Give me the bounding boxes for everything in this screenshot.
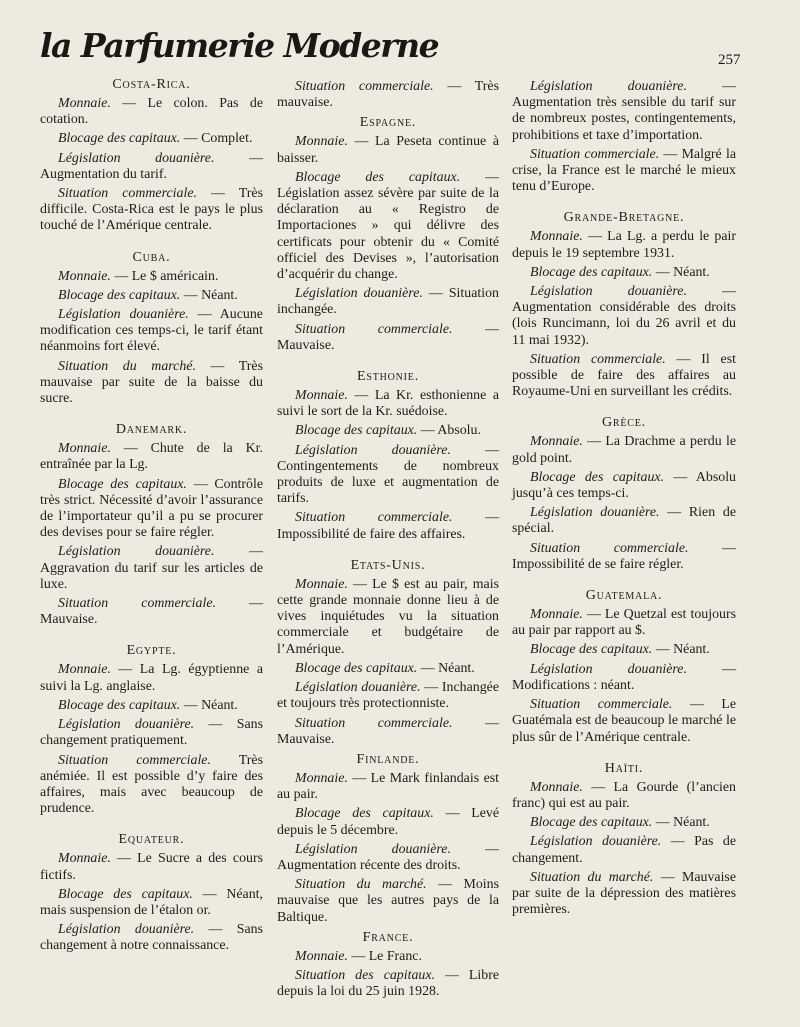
entry-label: Monnaie. bbox=[530, 779, 583, 795]
entry-paragraph bbox=[277, 79, 499, 111]
entry-text: — Néant. bbox=[652, 264, 710, 280]
entry-paragraph bbox=[277, 443, 499, 508]
entry-text: — Absolu jusqu’à ces temps-ci. bbox=[512, 469, 737, 502]
entry-text: — Le $ est au pair, mais cette grande monnaie donne lieu à de vives inquiétudes vu la situation commerciale et budgétaire de l’Amérique. bbox=[277, 576, 499, 657]
entry-label: Blocage des capitaux. bbox=[58, 697, 181, 713]
entry-paragraph bbox=[277, 842, 499, 874]
country-heading: France. bbox=[362, 929, 414, 945]
entry-text: — Sans changement à notre connaissance. bbox=[40, 922, 263, 954]
text-column-3 bbox=[512, 79, 736, 921]
entry-paragraph bbox=[40, 186, 263, 235]
entry-text: — Néant. bbox=[652, 815, 710, 831]
entry-label: Blocage des capitaux. bbox=[295, 660, 418, 676]
entry-label: Législation douanière. bbox=[58, 150, 215, 166]
entry-paragraph bbox=[277, 680, 499, 712]
entry-label: Situation commerciale. bbox=[295, 510, 453, 526]
entry-label: Blocage des capitaux. bbox=[295, 169, 461, 185]
entry-paragraph bbox=[40, 851, 263, 883]
entry-text: — Aucune modification ces temps-ci, le tarif étant néanmoins fort élevé. bbox=[40, 307, 263, 355]
entry-text: — La Gourde (l’ancien franc) qui est au pair. bbox=[512, 779, 736, 811]
entry-label: Législation douanière. bbox=[530, 284, 687, 300]
entry-label: Monnaie. bbox=[530, 434, 583, 450]
entry-label: Blocage des capitaux. bbox=[295, 423, 418, 439]
entry-paragraph bbox=[277, 949, 499, 965]
entry-text: — La Kr. esthonienne a suivi le sort de la Kr. suédoise. bbox=[277, 388, 499, 420]
entry-paragraph bbox=[512, 662, 736, 694]
section-spacer bbox=[512, 198, 736, 209]
country-heading: Egypte. bbox=[126, 643, 177, 659]
entry-text: — Le colon. Pas de cotation. bbox=[40, 96, 263, 128]
entry-label: Blocage des capitaux. bbox=[58, 287, 181, 303]
entry-label: Situation des capitaux. bbox=[295, 967, 435, 983]
entry-label: Blocage des capitaux. bbox=[58, 476, 187, 492]
country-heading: Cuba. bbox=[132, 249, 171, 265]
section-spacer bbox=[512, 749, 736, 760]
entry-text: — Très mauvaise. bbox=[277, 79, 499, 111]
entry-label: Législation douanière. bbox=[295, 286, 423, 302]
entry-label: Monnaie. bbox=[295, 770, 348, 786]
entry-text: — Augmentation très sensible du tarif sur de nombreux postes, contingentements, prohibitions et taxe d’importation. bbox=[512, 79, 736, 143]
entry-label: Législation douanière. bbox=[530, 834, 662, 850]
entry-paragraph bbox=[40, 151, 263, 183]
entry-paragraph bbox=[40, 131, 263, 147]
entry-text: — La Lg. a perdu le pair depuis le 19 septembre 1931. bbox=[512, 229, 736, 261]
entry-label: Situation commerciale. bbox=[295, 715, 453, 731]
entry-paragraph bbox=[277, 771, 499, 803]
entry-text: — Impossibilité de faire des affaires. bbox=[277, 510, 499, 542]
entry-paragraph bbox=[512, 505, 736, 537]
section-spacer bbox=[40, 820, 263, 831]
country-heading: Grande-Bretagne. bbox=[563, 210, 685, 226]
entry-paragraph bbox=[40, 717, 263, 749]
entry-text: — La Peseta continue à baisser. bbox=[277, 134, 499, 166]
entry-paragraph bbox=[512, 780, 736, 812]
entry-label: Situation commerciale. bbox=[530, 697, 673, 713]
section-spacer bbox=[277, 357, 499, 368]
entry-paragraph bbox=[40, 359, 263, 408]
entry-label: Législation douanière. bbox=[530, 661, 687, 677]
entry-paragraph bbox=[277, 322, 499, 354]
entry-text: — Absolu. bbox=[417, 423, 481, 439]
entry-text: — Inchangée et toujours très protectionniste. bbox=[277, 680, 499, 712]
country-heading: Grèce. bbox=[602, 415, 646, 431]
entry-label: Situation commerciale. bbox=[58, 186, 197, 202]
entry-text: — Rien de spécial. bbox=[512, 505, 736, 537]
country-heading: Espagne. bbox=[359, 115, 417, 131]
entry-label: Législation douanière. bbox=[58, 922, 195, 938]
entry-paragraph bbox=[40, 307, 263, 356]
entry-text: — Le Franc. bbox=[347, 948, 422, 964]
entry-label: Situation commerciale. bbox=[295, 321, 453, 337]
entry-paragraph bbox=[40, 662, 263, 694]
country-heading: Finlande. bbox=[356, 751, 420, 767]
entry-paragraph bbox=[277, 286, 499, 318]
entry-paragraph bbox=[40, 477, 263, 542]
entry-paragraph bbox=[277, 877, 499, 926]
text-column-2 bbox=[277, 79, 499, 1003]
entry-paragraph bbox=[277, 388, 499, 420]
entry-paragraph bbox=[40, 887, 263, 919]
entry-paragraph bbox=[512, 642, 736, 658]
entry-paragraph bbox=[40, 922, 263, 954]
entry-text: — Augmentation du tarif. bbox=[40, 150, 263, 182]
entry-paragraph bbox=[40, 544, 263, 593]
entry-text: — La Drachme a perdu le gold point. bbox=[512, 434, 736, 466]
entry-paragraph bbox=[40, 96, 263, 128]
section-spacer bbox=[512, 576, 736, 587]
entry-paragraph bbox=[277, 423, 499, 439]
entry-text: — Le Guatémala est de beaucoup le marché le plus sûr de l’Amérique centrale. bbox=[512, 697, 736, 745]
entry-text: — Le $ américain. bbox=[110, 268, 219, 284]
entry-paragraph bbox=[40, 698, 263, 714]
entry-text: — Modifications : néant. bbox=[512, 661, 736, 693]
entry-label: Monnaie. bbox=[295, 576, 348, 592]
entry-paragraph bbox=[512, 470, 736, 502]
country-heading: Costa-Rica. bbox=[112, 77, 191, 92]
entry-label: Législation douanière. bbox=[295, 442, 451, 458]
entry-text: Très anémiée. Il est possible d’y faire des affaires, mais avec beaucoup de prudence. bbox=[40, 752, 263, 817]
entry-paragraph bbox=[277, 716, 499, 748]
entry-label: Blocage des capitaux. bbox=[530, 815, 653, 831]
entry-paragraph bbox=[40, 269, 263, 285]
country-heading: Haïti. bbox=[604, 760, 644, 776]
entry-paragraph bbox=[512, 815, 736, 831]
entry-text: — Le Sucre a des cours fictifs. bbox=[40, 851, 263, 883]
entry-text: — Complet. bbox=[180, 131, 253, 147]
section-spacer bbox=[40, 410, 263, 421]
entry-text: — Augmentation considérable des droits (lois Runcimann, loi du 26 avril et du 11 mai 1932). bbox=[512, 284, 736, 348]
country-heading: Esthonie. bbox=[356, 369, 420, 385]
entry-label: Blocage des capitaux. bbox=[58, 131, 181, 147]
entry-paragraph bbox=[40, 753, 263, 818]
entry-label: Blocage des capitaux. bbox=[530, 642, 653, 658]
entry-text: — Moins mauvaise que les autres pays de la Baltique. bbox=[277, 877, 499, 925]
entry-text: — Très mauvaise par suite de la baisse du sucre. bbox=[40, 358, 263, 407]
entry-text: — Aggravation du tarif sur les articles de luxe. bbox=[40, 544, 263, 592]
entry-label: Blocage des capitaux. bbox=[295, 806, 434, 822]
entry-text: — Néant, mais suspension de l’étalon or. bbox=[40, 886, 263, 918]
entry-text: — Libre depuis la loi du 25 juin 1928. bbox=[277, 967, 499, 1000]
entry-label: Monnaie. bbox=[58, 662, 111, 678]
entry-text: — Le Quetzal est toujours au pair par rapport au $. bbox=[512, 607, 736, 639]
entry-label: Blocage des capitaux. bbox=[58, 886, 193, 902]
entry-paragraph bbox=[512, 265, 736, 281]
entry-text: — Très difficile. Costa-Rica est le pays le plus touché de l’Amérique centrale. bbox=[40, 186, 263, 234]
entry-label: Législation douanière. bbox=[58, 717, 195, 733]
entry-paragraph bbox=[512, 147, 736, 196]
entry-label: Situation commerciale. bbox=[58, 752, 211, 768]
entry-label: Situation commerciale. bbox=[530, 540, 689, 556]
entry-label: Blocage des capitaux. bbox=[530, 469, 665, 485]
section-spacer bbox=[40, 631, 263, 642]
entry-label: Législation douanière. bbox=[295, 841, 451, 857]
entry-label: Situation commerciale. bbox=[530, 146, 660, 162]
entry-text: — Néant. bbox=[417, 660, 475, 676]
entry-text: — Néant. bbox=[180, 287, 238, 303]
entry-text: — Sans changement pratiquement. bbox=[40, 717, 263, 749]
entry-text: — Augmentation récente des droits. bbox=[277, 841, 499, 873]
entry-text: — Le Mark finlandais est au pair. bbox=[277, 770, 499, 803]
entry-label: Monnaie. bbox=[295, 134, 348, 150]
country-heading: Guatemala. bbox=[585, 588, 663, 604]
entry-paragraph bbox=[277, 134, 499, 166]
entry-text: — Législation assez sévère par suite de la déclaration au « Registro de Importaciones » qui délivre des certificats pour obtenir du « Comité officiel des Devises », l’autorisation d’acquérir du change. bbox=[277, 169, 499, 283]
country-heading: Equateur. bbox=[118, 832, 185, 848]
entry-paragraph bbox=[277, 968, 499, 1000]
entry-paragraph bbox=[512, 229, 736, 261]
entry-label: Législation douanière. bbox=[58, 307, 189, 323]
entry-label: Monnaie. bbox=[58, 441, 111, 457]
entry-paragraph bbox=[512, 697, 736, 746]
entry-text: — Mauvaise par suite de la dépression des matières premières. bbox=[512, 869, 736, 918]
entry-label: Législation douanière. bbox=[530, 505, 660, 521]
entry-text: — Mauvaise. bbox=[40, 596, 263, 628]
entry-text: — Malgré la crise, la France est le marché le mieux tenu d’Europe. bbox=[512, 146, 736, 195]
entry-paragraph bbox=[512, 834, 736, 866]
entry-text: — Contingentements de nombreux produits de luxe et augmentation de tarifs. bbox=[277, 442, 499, 507]
entry-label: Situation du marché. bbox=[530, 869, 654, 885]
entry-label: Monnaie. bbox=[58, 268, 111, 284]
entry-paragraph bbox=[277, 510, 499, 542]
entry-label: Blocage des capitaux. bbox=[530, 264, 653, 280]
entry-label: Monnaie. bbox=[58, 851, 111, 867]
entry-text: — Néant. bbox=[180, 697, 238, 713]
entry-text: — Situation inchangée. bbox=[277, 286, 499, 318]
entry-text: — Contrôle très strict. Nécessité d’avoir l’assurance de l’importateur qu’il a pu se procurer des devises pour se faire régler. bbox=[40, 476, 264, 541]
entry-label: Législation douanière. bbox=[295, 680, 421, 696]
entry-label: Monnaie. bbox=[530, 229, 583, 245]
entry-text: — Mauvaise. bbox=[277, 715, 499, 747]
masthead-logo: la Parfumerie Moderne bbox=[40, 26, 439, 65]
entry-paragraph bbox=[277, 170, 499, 283]
section-spacer bbox=[40, 238, 263, 249]
entry-text: — Néant. bbox=[652, 642, 710, 658]
entry-label: Monnaie. bbox=[295, 388, 348, 404]
entry-label: Situation du marché. bbox=[295, 877, 427, 893]
entry-text: — Impossibilité de se faire régler. bbox=[512, 540, 736, 572]
entry-label: Monnaie. bbox=[530, 607, 583, 623]
entry-paragraph bbox=[512, 607, 736, 639]
entry-label: Législation douanière. bbox=[530, 79, 687, 94]
entry-label: Situation du marché. bbox=[58, 358, 196, 374]
entry-label: Situation commerciale. bbox=[295, 79, 434, 94]
entry-paragraph bbox=[40, 288, 263, 304]
entry-paragraph bbox=[512, 352, 736, 401]
entry-text: — Il est possible de faire des affaires au Royaume-Uni en surveillant les crédits. bbox=[512, 351, 736, 400]
entry-paragraph bbox=[277, 577, 499, 658]
entry-paragraph bbox=[512, 434, 736, 466]
entry-label: Situation commerciale. bbox=[58, 596, 216, 612]
section-spacer bbox=[512, 403, 736, 414]
entry-paragraph bbox=[277, 661, 499, 677]
entry-label: Monnaie. bbox=[295, 948, 348, 964]
entry-text: — Levé depuis le 5 décembre. bbox=[277, 806, 499, 838]
entry-label: Situation commerciale. bbox=[530, 351, 666, 367]
entry-paragraph bbox=[277, 806, 499, 838]
entry-text: — Mauvaise. bbox=[277, 321, 499, 353]
entry-label: Monnaie. bbox=[58, 96, 111, 111]
entry-paragraph bbox=[512, 79, 736, 144]
entry-text: — Pas de changement. bbox=[512, 834, 736, 866]
section-spacer bbox=[277, 546, 499, 557]
country-heading: Etats-Unis. bbox=[350, 557, 426, 573]
entry-text: — Chute de la Kr. entraînée par la Lg. bbox=[40, 441, 263, 473]
entry-text: — La Lg. égyptienne a suivi la Lg. anglaise. bbox=[40, 662, 263, 694]
country-heading: Danemark. bbox=[115, 422, 188, 438]
text-column-1 bbox=[40, 76, 263, 958]
entry-paragraph bbox=[512, 870, 736, 919]
entry-paragraph bbox=[512, 284, 736, 349]
entry-label: Législation douanière. bbox=[58, 544, 215, 560]
entry-paragraph bbox=[512, 541, 736, 573]
entry-paragraph bbox=[40, 441, 263, 473]
entry-paragraph bbox=[40, 596, 263, 628]
page-number: 257 bbox=[718, 52, 741, 68]
